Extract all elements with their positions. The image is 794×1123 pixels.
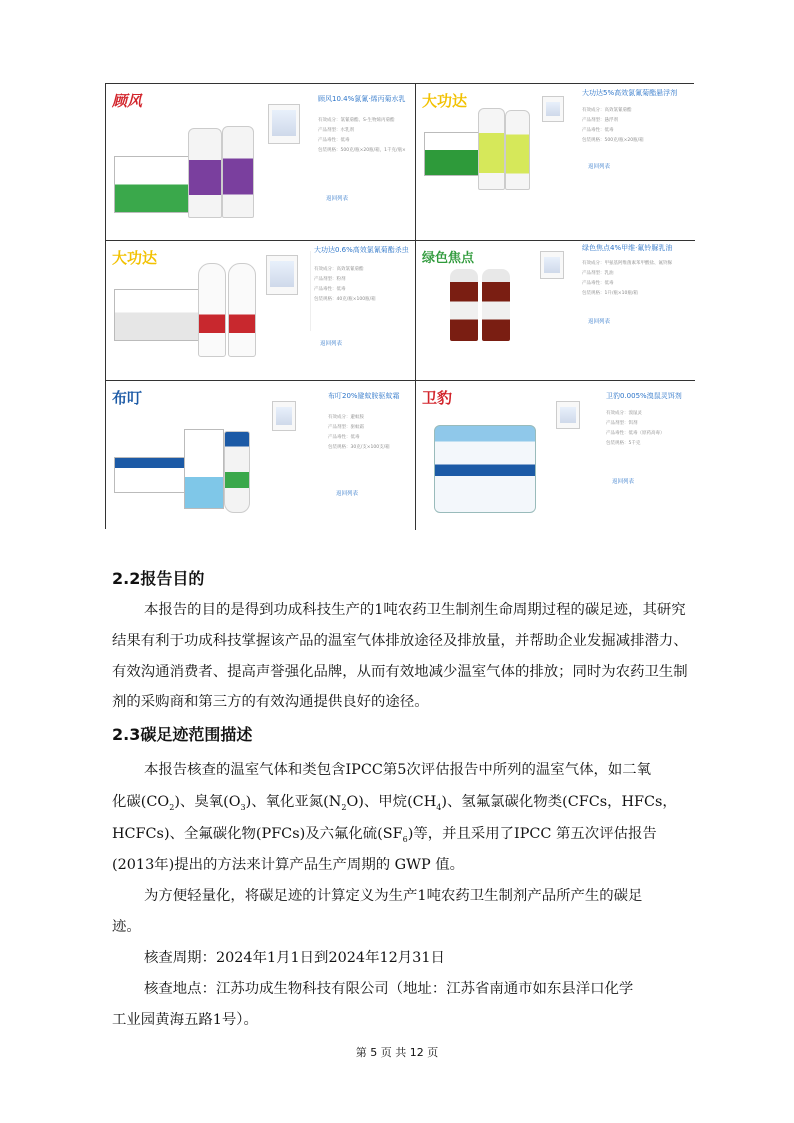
product-bottle-image bbox=[505, 110, 530, 190]
product-info: 有效成分：溴鼠灵 产品剂型：饵剂 产品毒性：低毒（原药高毒） 包装规格：5千克 bbox=[606, 411, 665, 446]
verification-period: 核查周期：2024年1月1日到2024年12月31日 bbox=[144, 950, 445, 966]
product-bottle-image bbox=[478, 108, 505, 190]
product-title: 大功达5%高效氯氰菊酯悬浮剂 bbox=[582, 89, 678, 97]
product-thumbnail[interactable] bbox=[268, 104, 300, 144]
product-cell-3 bbox=[106, 241, 416, 381]
brand-logo: 顾风 bbox=[112, 92, 143, 110]
product-cell-5 bbox=[106, 381, 416, 530]
product-bottle-image bbox=[222, 126, 254, 218]
product-info: 有效成分：避蚊胺 产品剂型：驱蚊霜 产品毒性：低毒 包装规格：30克/支×100支/箱 bbox=[328, 415, 390, 450]
product-thumbnail[interactable] bbox=[542, 96, 564, 122]
gas-line-2: 化碳$(CO_2)$、臭氧$(O_3)$、氧化亚氮$(N_2O)$、甲烷$(CH_4)$、氢氟氯碳化物类(CFCs，HFCs， bbox=[112, 794, 677, 812]
section-2-2-body: 本报告的目的是得到功成科技生产的1吨农药卫生制剂生命周期过程的碳足迹，其研究结果有利于功成科技掌握该产品的温室气体排放途径及排放量，并帮助企业发掘减排潜力、有效沟通消费者、提高声誉强化品牌，从而有效地减少温室气体的排放；同时为农药卫生制剂的采购商和第三方的有效沟通提供良好的途径。 bbox=[112, 602, 688, 711]
gas-line-1: 本报告核查的温室气体和类包含IPCC第5次评估报告中所列的温室气体，如二氧 bbox=[144, 762, 652, 778]
brand-logo: 大功达 bbox=[112, 249, 158, 267]
product-info: 有效成分：氯氰菊酯、S-生物烯丙菊酯 产品剂型：水乳剂 产品毒性：低毒 包装规格：500克/瓶×20瓶/箱，1千克/瓶× bbox=[318, 118, 406, 153]
product-bucket-image bbox=[434, 425, 536, 513]
product-cell-6 bbox=[416, 381, 695, 530]
product-title: 顾风10.4%氯氰·烯丙菊水乳 bbox=[318, 95, 406, 103]
back-to-list-link[interactable]: 返回列表 bbox=[320, 341, 343, 347]
product-bottle-image bbox=[198, 263, 226, 357]
back-to-list-link[interactable]: 返回列表 bbox=[612, 479, 635, 485]
gas-line-3: HCFCs)、全氟碳化物(PFCs)及六氟化硫$(SF_6)$等，并且采用了IPCC 第五次评估报告 bbox=[112, 826, 657, 844]
brand-logo: 大功达 bbox=[422, 92, 468, 110]
product-cell-4 bbox=[416, 241, 695, 381]
product-image-grid bbox=[105, 83, 694, 529]
brand-logo: 绿色焦点 bbox=[422, 251, 475, 266]
product-thumbnail[interactable] bbox=[266, 255, 298, 295]
product-box-image bbox=[114, 457, 186, 493]
product-thumbnail[interactable] bbox=[556, 401, 580, 429]
product-thumbnail[interactable] bbox=[272, 401, 296, 431]
product-info: 有效成分：高效氯氰菊酯 产品剂型：悬浮剂 产品毒性：低毒 包装规格：500克/瓶×20瓶/箱 bbox=[582, 108, 644, 143]
brand-logo: 布叮 bbox=[112, 389, 143, 407]
product-cell-1 bbox=[106, 84, 416, 241]
back-to-list-link[interactable]: 返回列表 bbox=[336, 491, 359, 497]
product-title: 卫豹0.005%溴鼠灵饵剂 bbox=[606, 392, 682, 400]
product-bottle-image bbox=[482, 269, 510, 341]
thumbnail-strip bbox=[260, 251, 311, 331]
product-thumbnail[interactable] bbox=[540, 251, 564, 279]
product-cell-2 bbox=[416, 84, 695, 241]
verification-place-line-2: 工业园黄海五路1号）。 bbox=[112, 1012, 258, 1028]
back-to-list-link[interactable]: 返回列表 bbox=[326, 196, 349, 202]
product-title: 大功达0.6%高效氯氰菊酯杀虫 bbox=[314, 246, 409, 254]
product-info: 有效成分：甲氨基阿维菌素苯甲酸盐、氟铃脲 产品剂型：乳油 产品毒性：低毒 包装规格：1升/瓶×10瓶/箱 bbox=[582, 261, 672, 296]
back-to-list-link[interactable]: 返回列表 bbox=[588, 319, 611, 325]
back-to-list-link[interactable]: 返回列表 bbox=[588, 164, 611, 170]
lightweight-line-2: 迹。 bbox=[112, 919, 141, 935]
product-bottle-image bbox=[188, 128, 222, 218]
verification-place-line-1: 核查地点：江苏功成生物科技有限公司（地址：江苏省南通市如东县洋口化学 bbox=[144, 981, 634, 997]
product-box-image bbox=[184, 429, 224, 509]
product-info: 有效成分：高效氯氰菊酯 产品剂型：粉剂 产品毒性：低毒 包装规格：40克/瓶×100瓶/箱 bbox=[314, 267, 376, 302]
section-heading-2-3: 2.3碳足迹范围描述 bbox=[112, 725, 253, 744]
page-footer: 第 5 页 共 12 页 bbox=[355, 1046, 439, 1059]
product-bottle-image bbox=[450, 269, 478, 341]
product-tube-image bbox=[224, 431, 250, 513]
product-bottle-image bbox=[228, 263, 256, 357]
section-heading-2-2: 2.2报告目的 bbox=[112, 569, 205, 588]
lightweight-line-1: 为方便轻量化，将碳足迹的计算定义为生产1吨农药卫生制剂产品所产生的碳足 bbox=[144, 888, 643, 904]
product-title: 绿色焦点4%甲维·氟铃脲乳油 bbox=[582, 244, 673, 252]
product-title: 布叮20%避蚊胺驱蚊霜 bbox=[328, 392, 400, 400]
brand-logo: 卫豹 bbox=[422, 389, 453, 407]
gas-line-4: (2013年)提出的方法来计算产品生产周期的 GWP 值。 bbox=[112, 857, 465, 873]
